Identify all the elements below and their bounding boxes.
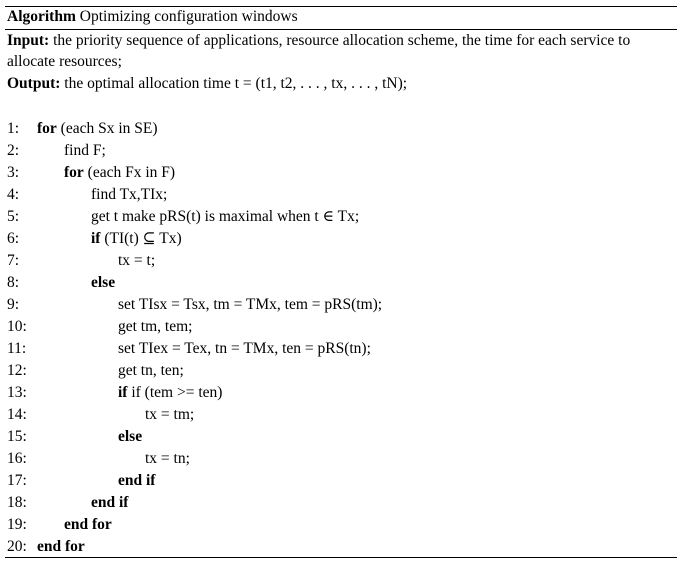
algorithm-title (7, 8, 298, 26)
keyword: end for (37, 538, 85, 555)
keyword: for (37, 120, 57, 137)
statement-text: (each Fx in F) (83, 164, 176, 181)
pseudocode-line (7, 184, 677, 206)
line-number: 20: (7, 538, 27, 555)
line-number: 7: (7, 252, 20, 269)
line-number: 10: (7, 318, 27, 335)
statement-text: (TI(t) ⊆ Tx) (100, 230, 182, 247)
keyword: end if (91, 494, 129, 511)
input-text: the priority sequence of applications, resource allocation scheme, the time for each service to allocate resources; (7, 32, 631, 70)
line-code (91, 228, 182, 250)
line-code: set TIsx = Tsx, tm = TMx, tem = pRS(tm); (118, 296, 383, 313)
line-code (64, 514, 112, 536)
input-label: Input: (7, 32, 50, 49)
line-number: 16: (7, 450, 27, 467)
line-number: 1: (7, 120, 20, 137)
line-code (64, 162, 175, 184)
pseudocode-line (7, 492, 677, 514)
pseudocode-line (7, 316, 677, 338)
line-number: 3: (7, 164, 20, 181)
keyword: if (118, 384, 128, 401)
pseudocode-line (7, 514, 677, 536)
line-number: 19: (7, 516, 27, 533)
line-code (118, 470, 155, 492)
pseudocode-line (7, 382, 677, 404)
line-number: 8: (7, 274, 20, 291)
pseudocode-line (7, 426, 677, 448)
line-number: 5: (7, 208, 20, 225)
line-code (91, 492, 128, 514)
algorithm-keyword: Algorithm (7, 8, 76, 25)
pseudocode-lines (7, 118, 677, 558)
line-code: tx = t; (118, 252, 156, 269)
line-code: find F; (64, 142, 106, 159)
line-number: 6: (7, 230, 20, 247)
line-code: get t make pRS(t) is maximal when t ∈ Tx; (91, 208, 360, 225)
line-code (118, 382, 222, 404)
pseudocode-line (7, 404, 677, 426)
line-number: 18: (7, 494, 27, 511)
line-number: 2: (7, 142, 20, 159)
pseudocode-line (7, 118, 677, 140)
pseudocode-line (7, 470, 677, 492)
line-code (37, 118, 158, 140)
input-spec (7, 30, 667, 72)
output-label: Output: (7, 75, 61, 92)
line-code: find Tx,TIx; (91, 186, 168, 203)
pseudocode-line (7, 360, 677, 382)
pseudocode-line (7, 294, 677, 316)
pseudocode-line (7, 162, 677, 184)
line-code (91, 272, 115, 294)
pseudocode-line (7, 228, 677, 250)
pseudocode-line (7, 448, 677, 470)
bottom-rule (5, 557, 677, 558)
output-spec (7, 73, 667, 94)
line-number: 17: (7, 472, 27, 489)
line-number: 15: (7, 428, 27, 445)
algorithm-name: Optimizing configuration windows (79, 8, 298, 25)
pseudocode-line (7, 338, 677, 360)
line-code: get tm, tem; (118, 318, 193, 335)
line-number: 4: (7, 186, 20, 203)
line-number: 9: (7, 296, 20, 313)
line-code (37, 536, 85, 558)
top-rule (5, 6, 677, 7)
keyword: for (64, 164, 84, 181)
line-number: 13: (7, 384, 27, 401)
line-code: tx = tm; (145, 406, 195, 423)
statement-text: (each Sx in SE) (56, 120, 158, 137)
pseudocode-line (7, 206, 677, 228)
pseudocode-line (7, 272, 677, 294)
keyword: if (91, 230, 101, 247)
line-code: get tn, ten; (118, 362, 184, 379)
statement-text: if (tem >= ten) (127, 384, 223, 401)
keyword: else (91, 274, 116, 291)
line-code (118, 426, 142, 448)
pseudocode-line (7, 140, 677, 162)
line-code: tx = tn; (145, 450, 190, 467)
pseudocode-line (7, 250, 677, 272)
line-number: 14: (7, 406, 27, 423)
line-code: set TIex = Tex, tn = TMx, ten = pRS(tn); (118, 340, 371, 357)
keyword: end if (118, 472, 156, 489)
pseudocode-line (7, 536, 677, 558)
line-number: 11: (7, 340, 27, 357)
output-text: the optimal allocation time t = (t1, t2, . . . , tx, . . . , tN); (64, 75, 408, 92)
keyword: else (118, 428, 143, 445)
keyword: end for (64, 516, 112, 533)
line-number: 12: (7, 362, 27, 379)
